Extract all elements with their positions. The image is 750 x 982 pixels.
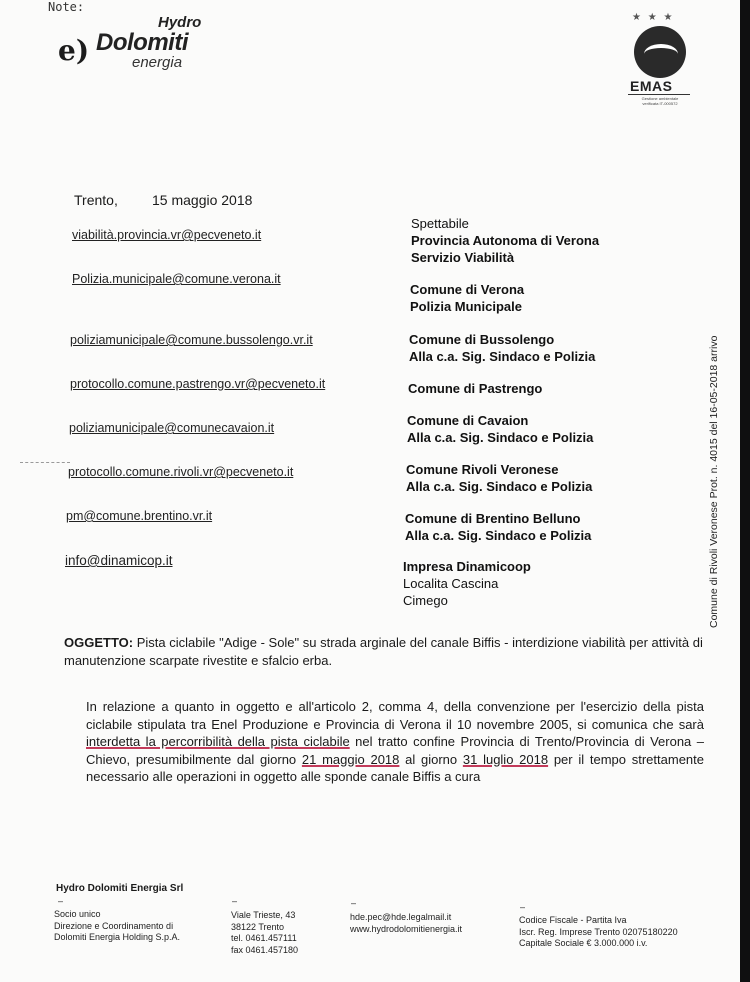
footer-col-3 [350, 912, 462, 935]
body-text: per il tempo strettamente necessario alle operazioni in oggetto alle sponde canale Biffis a cura [86, 751, 704, 784]
address-line: Cimego [403, 593, 448, 608]
footer-line: 38122 Trento [231, 921, 285, 932]
recipient-address [410, 281, 524, 315]
address-line: Comune di Cavaion [407, 413, 529, 428]
footer-col-1 [54, 909, 180, 944]
recipient-address [409, 331, 595, 365]
recipient-email[interactable]: viabilità.provincia.vr@pecveneto.it [72, 228, 262, 242]
footer-line[interactable]: www.hydrodolomitienergia.it [350, 923, 463, 934]
address-line: Comune di Bussolengo [409, 332, 555, 347]
recipient-email[interactable]: poliziamunicipale@comunecavaion.it [69, 421, 275, 435]
address-line: Comune Rivoli Veronese [406, 462, 559, 477]
recipient-email[interactable]: poliziamunicipale@comune.bussolengo.vr.it [70, 333, 313, 347]
recipient-address [405, 510, 591, 544]
subject-text: Pista ciclabile "Adige - Sole" su strada arginale del canale Biffis - interdizione viabilità per attività di manutenzione scarpate rivestite e sfalcio erba. [64, 635, 703, 668]
footer-line: fax 0461.457180 [231, 944, 299, 955]
recipient-address [411, 215, 599, 266]
address-line: Spettabile [411, 216, 469, 231]
body-text: nel tratto confine Provincia di Trento/Provincia di Verona – Chievo, presumibilmente dal giorno [86, 734, 704, 767]
emas-emblem-icon [634, 26, 686, 78]
footer-line: Viale Trieste, 43 [231, 910, 296, 920]
letter-date: 15 maggio 2018 [152, 192, 253, 208]
emas-stars-icon: ★ ★ ★ [632, 12, 675, 23]
highlight-date: 21 maggio 2018 [301, 751, 400, 767]
logo-hydro: Hydro [158, 14, 202, 31]
footer-line: Dolomiti Energia Holding S.p.A. [54, 932, 181, 942]
recipient-email[interactable]: info@dinamicop.it [65, 553, 173, 568]
recipient-email[interactable]: Polizia.municipale@comune.verona.it [72, 272, 281, 286]
address-line: Comune di Verona [410, 282, 525, 297]
recipient-address [407, 412, 593, 446]
address-line: Provincia Autonoma di Verona [411, 233, 600, 248]
footer-dash: – [520, 902, 526, 912]
address-line: Alla c.a. Sig. Sindaco e Polizia [406, 479, 593, 494]
scan-edge [740, 0, 750, 982]
address-line: Servizio Viabilità [411, 250, 515, 265]
footer-line: Capitale Sociale € 3.000.000 i.v. [519, 938, 648, 948]
address-line: Localita Cascina [403, 576, 499, 591]
address-line: Polizia Municipale [410, 299, 522, 314]
emas-logo [624, 12, 694, 120]
logo-sub: energia [132, 54, 183, 71]
footer-line: Codice Fiscale - Partita Iva [519, 915, 627, 925]
footer-line: Iscr. Reg. Imprese Trento 02075180220 [519, 926, 678, 937]
emas-small-text: Gestione ambientale verificata IT-000572 [641, 96, 679, 106]
recipient-email[interactable]: protocollo.comune.rivoli.vr@pecveneto.it [68, 465, 294, 479]
footer-line[interactable]: hde.pec@hde.legalmail.it [350, 912, 452, 922]
footer-col-4 [519, 915, 678, 950]
footer-col-2 [231, 910, 298, 956]
address-line: Alla c.a. Sig. Sindaco e Polizia [407, 430, 594, 445]
footer-line: Socio unico [54, 909, 101, 919]
footer-line: Direzione e Coordinamento di [54, 920, 174, 931]
address-line: Comune di Brentino Belluno [405, 511, 581, 526]
address-line: Impresa Dinamicoop [403, 559, 531, 574]
scan-artifact [20, 462, 70, 463]
subject-label: OGGETTO: [64, 635, 134, 650]
recipient-address [406, 461, 592, 495]
body-text: In relazione a quanto in oggetto e all'articolo 2, comma 4, della convenzione per l'esercizio della pista ciclabile stipulata tra Enel Produzione e Provincia di Verona il 10 novembre 2005, si comunica che sarà [86, 699, 704, 732]
footer-company: Hydro Dolomiti Energia Srl [56, 883, 184, 894]
address-line: Alla c.a. Sig. Sindaco e Polizia [405, 528, 592, 543]
address-line: Comune di Pastrengo [408, 381, 543, 396]
recipient-address [403, 558, 531, 609]
footer-line: tel. 0461.457111 [231, 933, 297, 943]
footer-dash: – [232, 896, 238, 906]
note-label: Note: [48, 0, 85, 14]
address-line: Alla c.a. Sig. Sindaco e Polizia [409, 349, 596, 364]
logo-name: Dolomiti [96, 29, 188, 56]
protocol-stamp: Comune di Rivoli Veronese Prot. n. 4015 del 16-05-2018 arrivo [708, 335, 720, 628]
recipient-email[interactable]: pm@comune.brentino.vr.it [66, 509, 213, 523]
letter-city: Trento, [74, 192, 118, 208]
highlight-date: 31 luglio 2018 [462, 751, 549, 767]
highlight-text: interdetta la percorribilità della pista ciclabile [86, 734, 350, 749]
recipient-address [408, 380, 542, 397]
footer-dash: – [58, 896, 64, 906]
divider [628, 94, 690, 95]
footer-dash: – [351, 898, 357, 908]
recipient-email[interactable]: protocollo.comune.pastrengo.vr@pecveneto.it [70, 377, 326, 391]
emas-label: EMAS [630, 78, 673, 94]
logo-e-icon: e) [58, 34, 90, 67]
company-logo [56, 14, 226, 74]
subject [64, 634, 704, 670]
body-text: al giorno [399, 751, 463, 767]
body-paragraph [86, 698, 704, 786]
